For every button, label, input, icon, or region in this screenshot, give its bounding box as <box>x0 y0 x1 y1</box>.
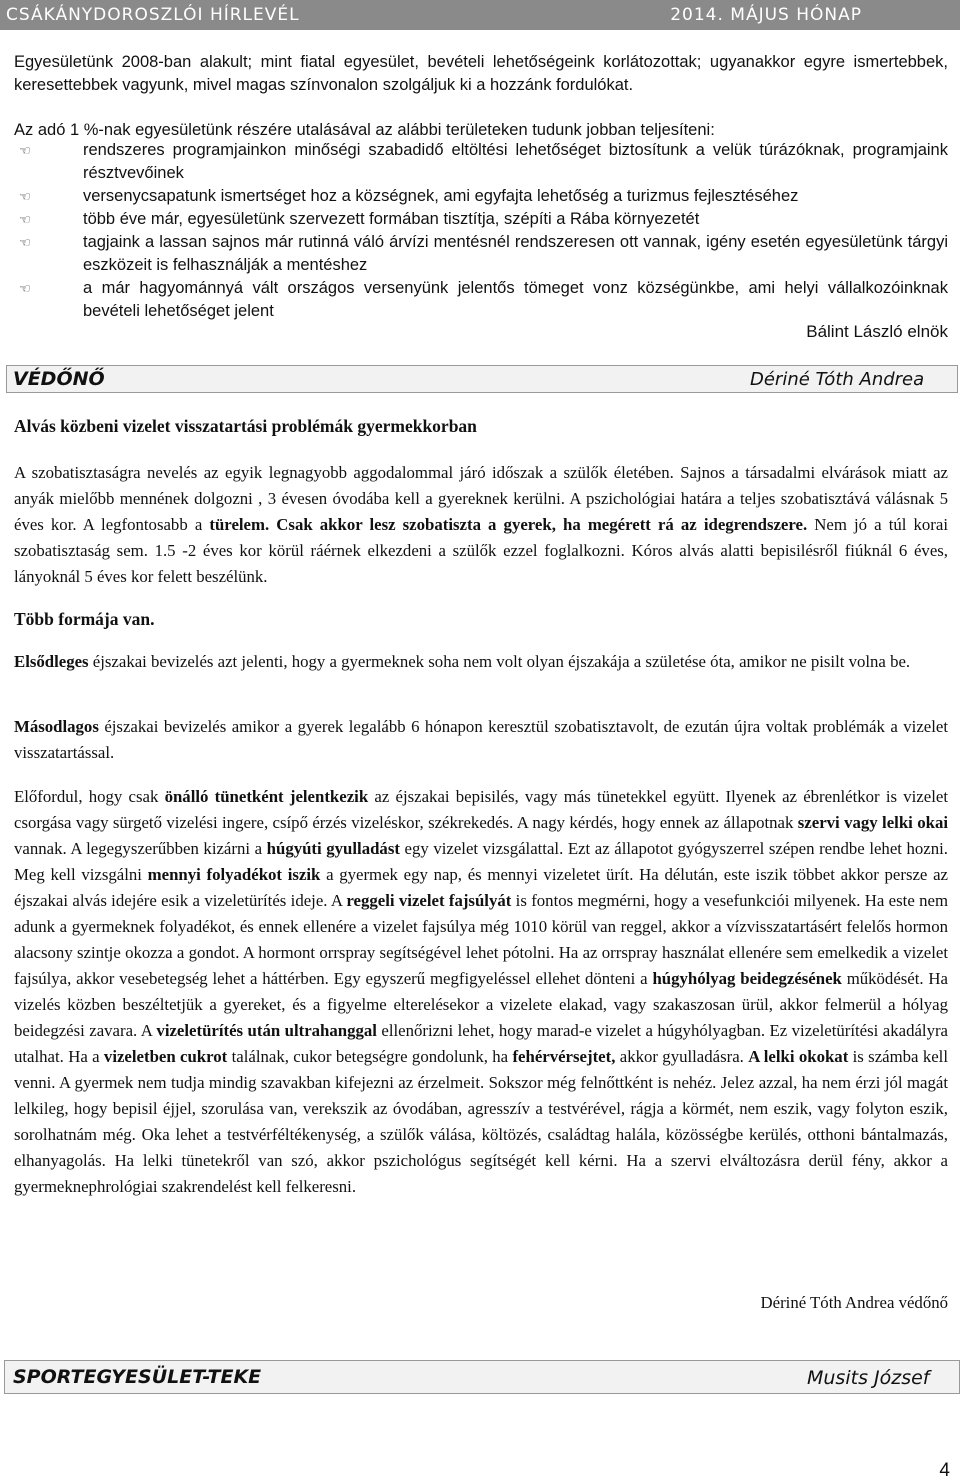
section-title: SPORTEGYESÜLET-TEKE <box>13 1366 262 1388</box>
tax-lead: Az adó 1 %-nak egyesületünk részére utalásával az alábbi területeken tudunk jobban teljesíteni: <box>14 121 715 139</box>
pointing-hand-icon: ☜ <box>19 212 31 227</box>
section-author: Dériné Tóth Andrea <box>750 369 925 390</box>
article-paragraph: A szobatisztaságra nevelés az egyik legnagyobb aggodalommal járó időszak a szülők életében. Sajnos a társadalmi elvárások miatt az anyák mielőbb mennének dolgozni , 3 évesen óvodába kell a gyereknek kerülni. A pszichológiai határa a teljes szobatisztává válásnak 5 éves kor. A legfontosabb a türelem. Csak akkor lesz szobatiszta a gyerek, ha megérett rá az idegrendszere. Nem jó a túl korai szobatisztaság sem. 1.5 -2 éves kor körül ráérnek elkezdeni a szülők ezzel foglalkozni. Kóros alvás alatti bepisilésről fiúknál 6 éves, lányoknál 5 éves kor felett beszélünk. <box>14 463 948 586</box>
club-bullet-list <box>14 139 948 323</box>
main-paragraph: Előfordul, hogy csak önálló tünetként jelentkezik az éjszakai bepisilés, vagy más tünetekkel együtt. Ilyenek az ébrenlétkor is vizelet csorgása vagy sürgető vizelési ingere, csípő érzés vizeléskor, székrekedés. A nagy kérdés, hogy ennek az állapotnak szervi vagy lelki okai vannak. A legegyszerűbben kizárni a húgyúti gyulladást egy vizelet vizsgálattal. Ezt az állapotot gyógyszerrel szépen rendbe lehet hozni. Meg kell vizsgálni mennyi folyadékot iszik a gyermek egy nap, és mennyi vizeletet ürít. Ha délután, este iszik többet akkor persze az éjszakai alvás idejére esik a vizeletürítés ideje. A reggeli vizelet fajsúlyát is fontos megmérni, hogy a vesefunkciói milyenek. Ha este nem adunk a gyermeknek folyadékot, és ennek ellenére a vizelet fajsúlya még 1010 körül van reggel, akkor a vízvisszatartásért felelős hormon alacsony szintje okozza a gondot. A hormont orrspray segítségével lehet pótolni. Ha az orrspray használat ellenére sem emelkedik a vizelet fajsúlya, akkor vesebetegség lehet a háttérben. Egy egyszerű megfigyeléssel ellehet dönteni a húgyhólyag beidegzésének működését. Ha vizelés közben beszéltetjük a gyereket, és a figyelme elterelésekor a vizelete elakad, vagy szakaszosan ürül, akkor felmerül a hólyag beidegzési zavara. A vizeletürítés után ultrahanggal ellenőrizni lehet, hogy marad-e vizelet a húgyhólyagban. Ez vizeletürítési akadályra utalhat. Ha a vizeletben cukrot találnak, cukor betegségre gondolunk, ha fehérvérsejtet, akkor gyulladásra. A lelki okokat is számba kell venni. A gyermek nem tudja mindig szavakban kifejezni az érzelmeit. Sokszor még felnőttként is nehéz. Jelez azzal, ha nem érzi jól magát lelkileg, hogy bepisil éjjel, szorulása van, verekszik az óvodában, agresszív a testvérével, rágja a körmét, nem eszik, vagy folyton eszik, sorolhatnám még. Oka lehet a testvérféltékenység, a szülők válása, költözés, családtag halála, közösségbe kerülés, otthoni bántalmazás, elhanyagolás. Ha lelki tünetekről van szó, akkor pszichológus segítségét kell kérni. Ha a szervi elváltozásra derül fény, akkor a gyermeknephrológiai szakrendelést kell felkeresni. <box>14 787 949 1196</box>
primary-paragraph: Elsődleges éjszakai bevizelés azt jelenti, hogy a gyermeknek soha nem volt olyan éjszakája a születése óta, amikor ne pisilt volna be. <box>14 652 911 671</box>
section-title: VÉDŐNŐ <box>13 368 105 390</box>
list-item: ☜ a már hagyománnyá vált országos versenyünk jelentős tömeget vonz községünkbe, ami helyi vállalkozóinknak bevételi lehetőséget jelent <box>19 279 948 320</box>
newsletter-title: CSÁKÁNYDOROSZLÓI HÍRLEVÉL <box>6 5 300 25</box>
pointing-hand-icon: ☜ <box>19 281 31 296</box>
section-author: Musits József <box>807 1367 930 1389</box>
list-item: ☜ tagjaink a lassan sajnos már rutinná váló árvízi mentésnél rendszeresen ott vannak, igény esetén egyesületünk tárgyi eszközeit is felhasználják a mentéshez <box>19 233 948 274</box>
pointing-hand-icon: ☜ <box>19 235 31 250</box>
article-signature: Dériné Tóth Andrea védőnő <box>760 1293 948 1312</box>
club-intro: Egyesületünk 2008-ban alakult; mint fiatal egyesület, bevételi lehetőségeink korlátozottak; ugyanakkor egyre ismertebbek, keresettebbek vagyunk, mivel magas színvonalon szolgáljuk ki a hozzánk fordulókat. <box>14 53 948 94</box>
list-item: ☜ több éve már, egyesületünk szervezett formában tisztítja, szépíti a Rába környezetét <box>14 208 948 231</box>
forms-heading: Több formája van. <box>14 609 155 629</box>
newsletter-header <box>0 0 960 30</box>
section-bar-vedono <box>6 365 958 393</box>
secondary-paragraph: Másodlagos éjszakai bevizelés amikor a gyerek legalább 6 hónapon keresztül szobatisztavolt, de ezután újra voltak problémák a vizelet visszatartással. <box>14 717 948 762</box>
pointing-hand-icon: ☜ <box>19 189 31 204</box>
section-bar-sport <box>4 1360 960 1394</box>
list-item: ☜ versenycsapatunk ismertséget hoz a községnek, ami egyfajta lehetőség a turizmus fejlesztéséhez <box>14 185 948 208</box>
article-title: Alvás közbeni vizelet visszatartási problémák gyermekkorban <box>14 416 477 436</box>
list-item: ☜ rendszeres programjainkon minőségi szabadidő eltöltési lehetőséget biztosítunk a velük túrázóknak, programjaink résztvevőinek <box>19 141 948 182</box>
issue-date: 2014. MÁJUS HÓNAP <box>670 5 862 25</box>
page-number: 4 <box>939 1460 950 1481</box>
pointing-hand-icon: ☜ <box>19 143 31 158</box>
club-signature: Bálint László elnök <box>806 322 948 341</box>
